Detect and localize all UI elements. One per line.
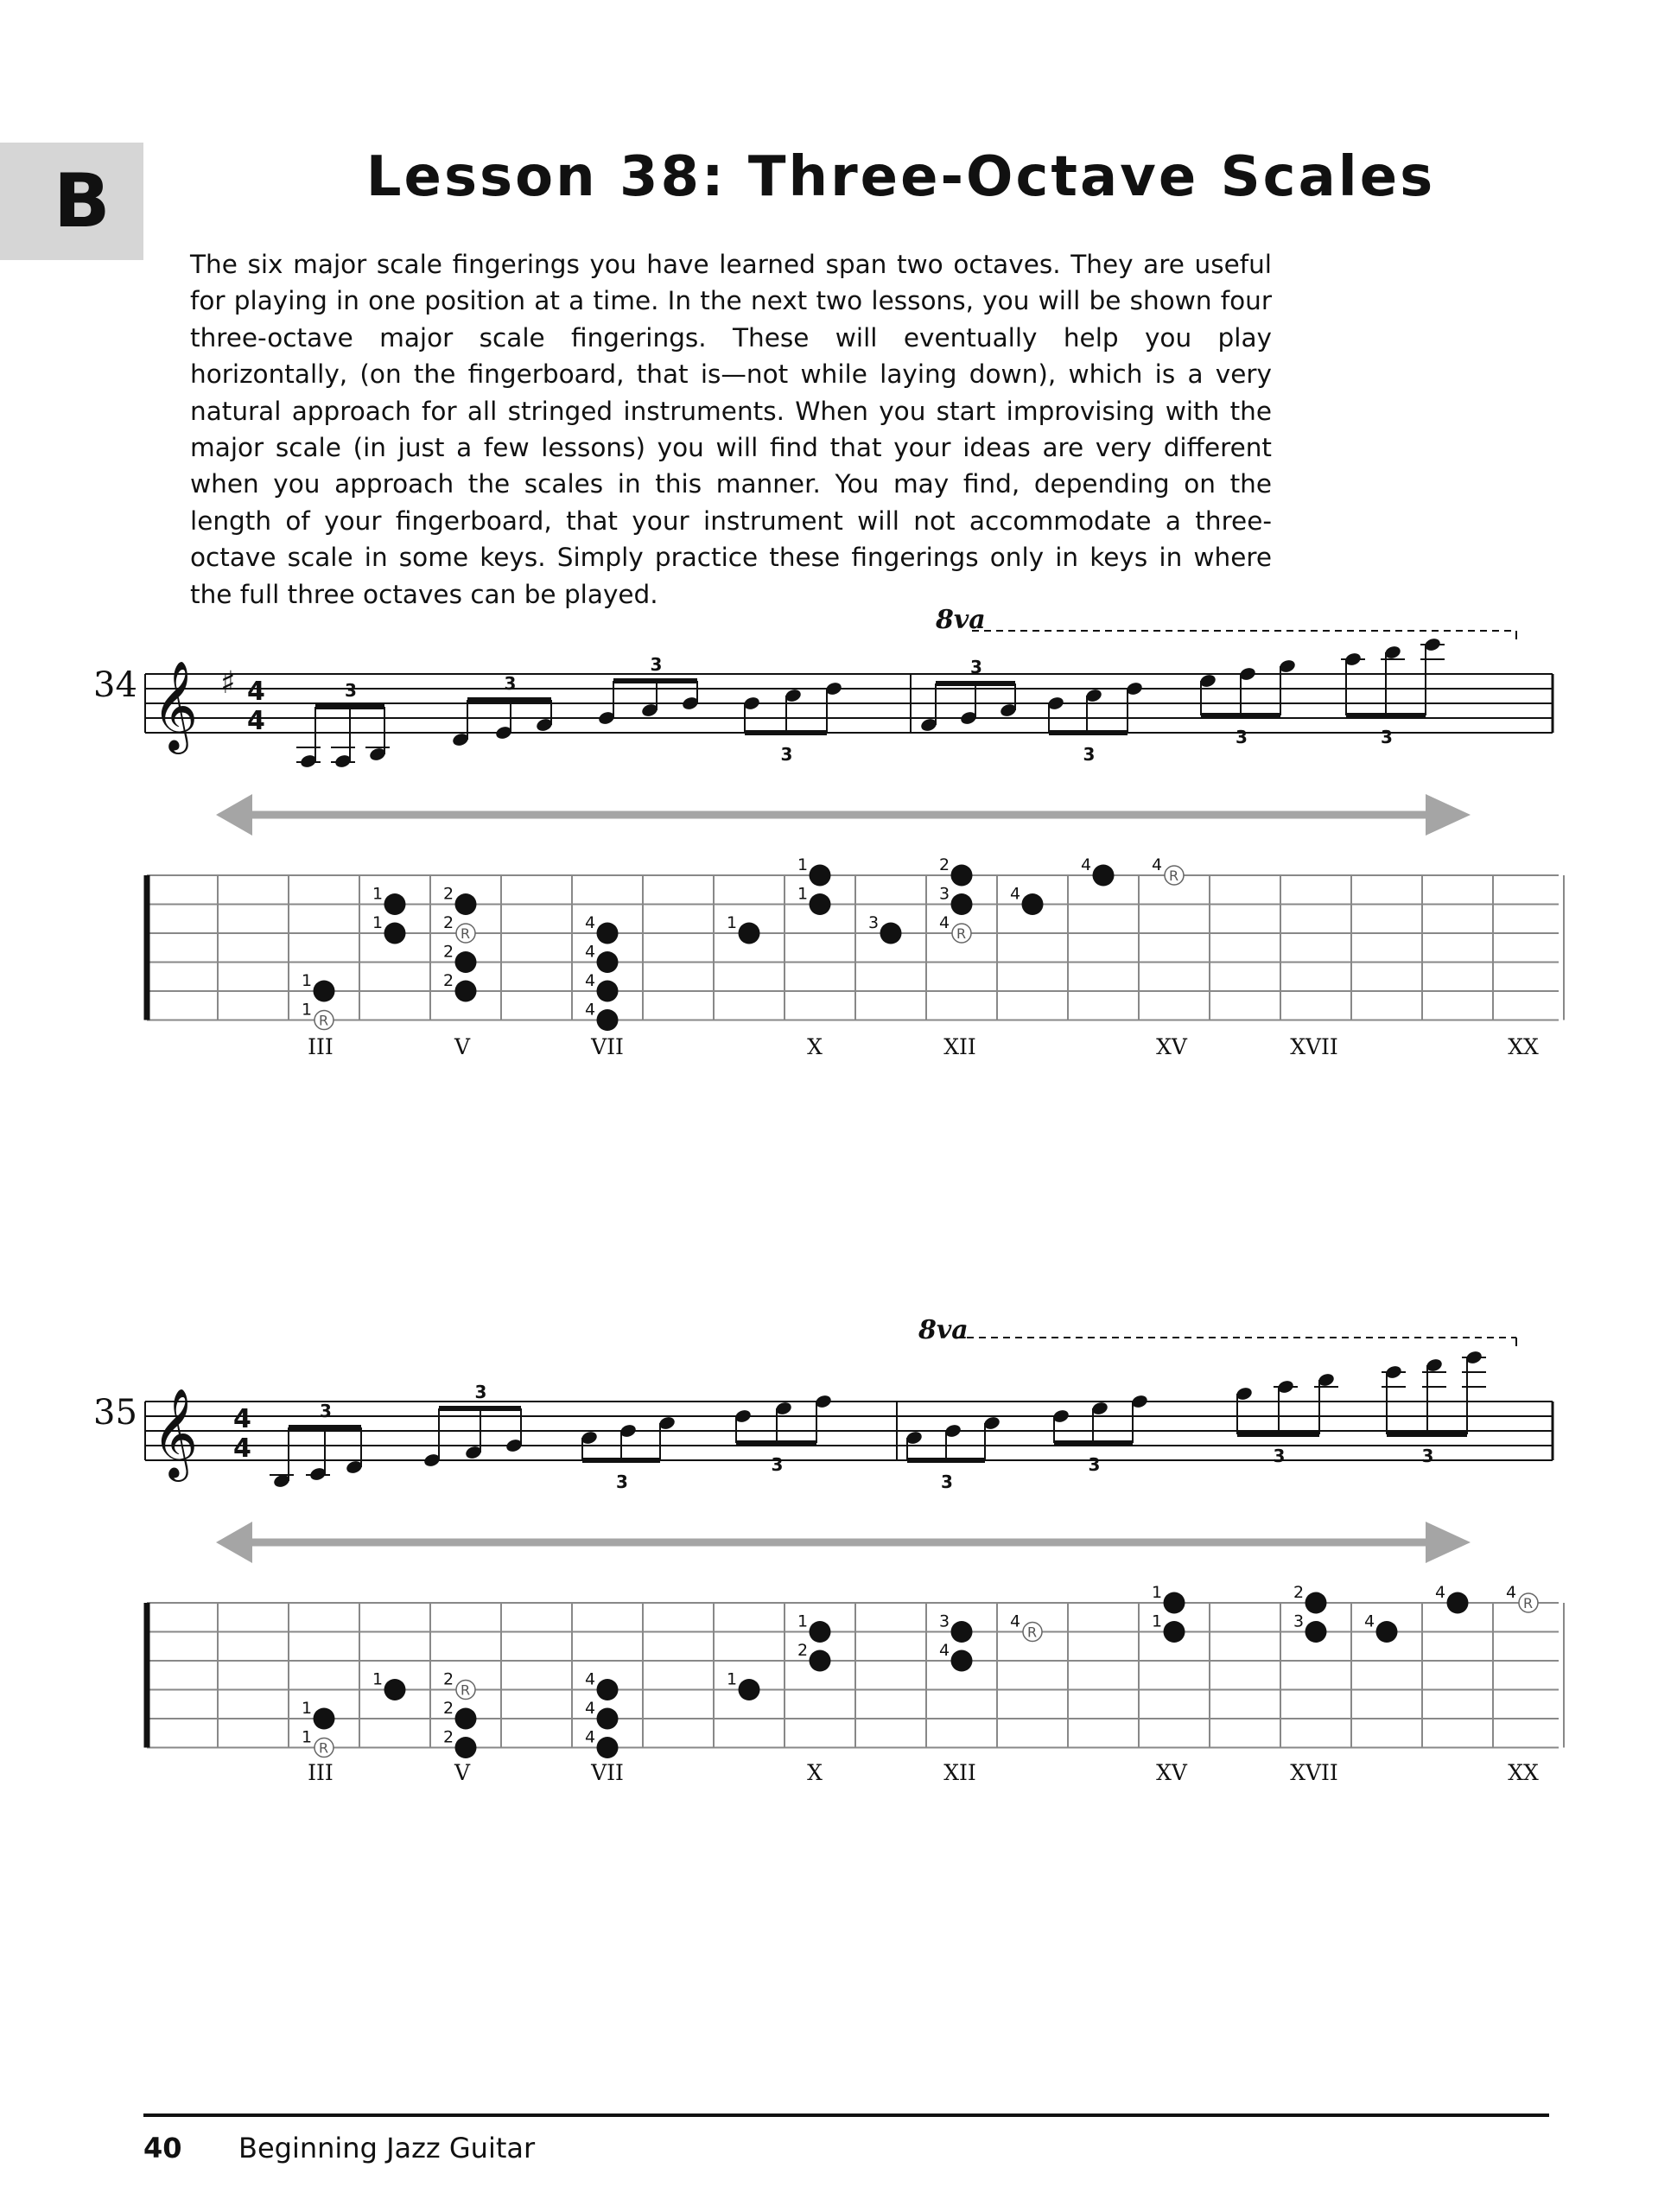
finger-number: 2 — [443, 942, 454, 962]
finger-dot — [1447, 1592, 1469, 1614]
finger-dot — [455, 951, 477, 973]
finger-number: 1 — [727, 1669, 738, 1689]
finger-number: 1 — [1152, 1583, 1163, 1602]
finger-dot — [384, 893, 406, 915]
finger-dot — [880, 923, 902, 944]
arrow-head-right — [1426, 794, 1471, 836]
finger-dot — [455, 893, 477, 915]
finger-number: 3 — [939, 1611, 950, 1631]
time-signature-top: 4 — [247, 677, 265, 707]
finger-number: 1 — [302, 971, 313, 990]
finger-number: 4 — [1081, 855, 1092, 874]
fret-label: V — [454, 1760, 471, 1785]
fretboard-34 — [147, 855, 1564, 1031]
triplet-label: 3 — [1381, 727, 1393, 747]
fret-label: XII — [943, 1034, 976, 1059]
fret-label: VII — [591, 1034, 624, 1059]
finger-dot — [314, 1708, 335, 1730]
example-number-35: 35 — [93, 1393, 137, 1433]
fretboard-35 — [147, 1583, 1564, 1758]
finger-number: 1 — [302, 1699, 313, 1718]
arrow-head-left — [216, 794, 252, 836]
finger-number: 4 — [585, 942, 596, 962]
arrow-head-right — [1426, 1522, 1471, 1563]
finger-dot — [810, 893, 831, 915]
finger-number: 4 — [1010, 884, 1021, 904]
fret-label: V — [454, 1034, 471, 1059]
root-marker-label: R — [319, 1739, 329, 1757]
triplet-label: 3 — [1273, 1446, 1286, 1466]
triplet-label: 3 — [1236, 727, 1248, 747]
root-marker-label: R — [319, 1012, 329, 1029]
finger-dot — [455, 1708, 477, 1730]
page-title: Lesson 38: Three-Octave Scales — [365, 145, 1436, 209]
fret-label: III — [308, 1034, 334, 1059]
root-marker-label: R — [1523, 1595, 1534, 1611]
fret-label: XII — [943, 1760, 976, 1785]
finger-number: 3 — [868, 913, 880, 932]
finger-dot — [597, 1679, 619, 1700]
finger-dot — [810, 1650, 831, 1672]
footer-rule — [143, 2113, 1549, 2117]
finger-dot — [951, 893, 973, 915]
triplet-label: 3 — [616, 1471, 628, 1492]
triplet-label: 3 — [504, 673, 517, 694]
fret-label: XVII — [1290, 1034, 1338, 1059]
finger-number: 1 — [727, 913, 738, 932]
finger-number: 4 — [585, 1669, 596, 1689]
finger-number: 4 — [585, 1727, 596, 1747]
root-marker-label: R — [461, 925, 471, 942]
triplet-label: 3 — [345, 680, 357, 701]
finger-dot — [597, 951, 619, 973]
finger-number: 4 — [585, 1000, 596, 1020]
root-marker-label: R — [461, 1681, 471, 1699]
triplet-label: 3 — [1088, 1454, 1101, 1475]
time-signature-bottom: 4 — [233, 1433, 251, 1464]
finger-dot — [1164, 1592, 1185, 1614]
finger-number: 1 — [372, 913, 384, 932]
root-marker-label: R — [1169, 868, 1179, 884]
finger-dot — [597, 1708, 619, 1730]
root-marker-label: R — [1027, 1624, 1038, 1641]
finger-number: 2 — [443, 1669, 454, 1689]
treble-clef: 𝄞 — [152, 660, 199, 751]
triplet-label: 3 — [474, 1382, 487, 1402]
finger-number: 4 — [1435, 1583, 1446, 1602]
finger-dot — [1376, 1621, 1398, 1643]
finger-number: 4 — [1010, 1611, 1021, 1631]
finger-number: 2 — [443, 884, 454, 904]
triplet-label: 3 — [320, 1401, 332, 1421]
finger-number: 3 — [1293, 1611, 1305, 1631]
finger-number: 4 — [585, 913, 596, 932]
finger-dot — [739, 1679, 760, 1700]
finger-number: 2 — [443, 1699, 454, 1718]
finger-number: 1 — [302, 1727, 313, 1747]
finger-number: 4 — [1152, 855, 1163, 874]
finger-dot — [951, 1650, 973, 1672]
triplet-label: 3 — [650, 654, 663, 675]
finger-dot — [1022, 893, 1044, 915]
triplet-label: 3 — [941, 1471, 953, 1492]
fret-label: XV — [1156, 1760, 1187, 1785]
finger-dot — [1093, 865, 1115, 887]
finger-number: 1 — [1152, 1611, 1163, 1631]
fret-label: X — [807, 1034, 823, 1059]
finger-dot — [951, 1621, 973, 1643]
finger-dot — [384, 923, 406, 944]
book-title: Beginning Jazz Guitar — [238, 2132, 536, 2164]
ottava-marking-34: 8va — [936, 605, 986, 635]
finger-number: 2 — [1293, 1583, 1305, 1602]
root-marker-label: R — [956, 925, 967, 942]
position-shift-arrow-34 — [216, 794, 1471, 836]
fret-label: XVII — [1290, 1760, 1338, 1785]
finger-dot — [597, 923, 619, 944]
staff-35 — [145, 1338, 1553, 1492]
finger-number: 2 — [939, 855, 950, 874]
finger-number: 4 — [585, 1699, 596, 1718]
finger-number: 2 — [797, 1641, 809, 1660]
time-signature-bottom: 4 — [247, 706, 265, 736]
staff-34 — [145, 631, 1553, 769]
example-number-34: 34 — [93, 665, 137, 705]
finger-dot — [739, 923, 760, 944]
finger-number: 1 — [372, 884, 384, 904]
finger-number: 1 — [302, 1000, 313, 1020]
treble-clef: 𝄞 — [152, 1388, 199, 1478]
fret-label: III — [308, 1760, 334, 1785]
fret-label: X — [807, 1760, 823, 1785]
fret-label: XX — [1508, 1034, 1539, 1059]
finger-number: 1 — [797, 884, 809, 904]
finger-number: 4 — [1364, 1611, 1375, 1631]
finger-dot — [455, 1737, 477, 1758]
finger-number: 4 — [939, 913, 950, 932]
arrow-head-left — [216, 1522, 252, 1563]
triplet-label: 3 — [1083, 744, 1096, 765]
finger-number: 1 — [797, 1611, 809, 1631]
finger-number: 4 — [939, 1641, 950, 1660]
position-shift-arrow-35 — [216, 1522, 1471, 1563]
finger-dot — [314, 981, 335, 1002]
triplet-label: 3 — [1421, 1446, 1434, 1466]
finger-dot — [597, 1737, 619, 1758]
key-signature-sharp: ♯ — [220, 665, 236, 701]
section-letter: B — [54, 158, 111, 245]
finger-dot — [810, 865, 831, 887]
ottava-marking-35: 8va — [918, 1315, 969, 1345]
fret-label: XV — [1156, 1034, 1187, 1059]
finger-dot — [1164, 1621, 1185, 1643]
triplet-label: 3 — [780, 744, 793, 765]
finger-number: 2 — [443, 913, 454, 932]
finger-dot — [1305, 1592, 1327, 1614]
intro-paragraph: The six major scale fingerings you have learned span two octaves. They are useful for playing in one position at a time. In the next two lessons, you will be shown four three-octave major scale fingerings. These will eventually help you play horizontally, (on the fingerboard, that is—not while laying down), which is a very natural approach for all stringed instruments. When you start improvising with the major scale (in just a few lessons) you will find that your ideas are very different when you approach the scales in this manner. You may find, depending on the length of your fingerboard, that your instrument will not accommodate a three-octave scale in some keys. Simply practice these fingerings only in keys in where the full three octaves can be played. — [190, 250, 1272, 609]
time-signature-top: 4 — [233, 1404, 251, 1434]
finger-dot — [597, 1009, 619, 1031]
triplet-label: 3 — [970, 657, 982, 677]
finger-dot — [1305, 1621, 1327, 1643]
finger-number: 4 — [585, 971, 596, 990]
finger-number: 3 — [939, 884, 950, 904]
fret-label: XX — [1508, 1760, 1539, 1785]
finger-number: 2 — [443, 1727, 454, 1747]
finger-number: 2 — [443, 971, 454, 990]
finger-number: 4 — [1506, 1583, 1517, 1602]
triplet-label: 3 — [771, 1454, 784, 1475]
finger-dot — [810, 1621, 831, 1643]
finger-dot — [455, 981, 477, 1002]
finger-number: 1 — [372, 1669, 384, 1689]
fret-label: VII — [591, 1760, 624, 1785]
finger-number: 1 — [797, 855, 809, 874]
page-number: 40 — [143, 2132, 182, 2164]
finger-dot — [951, 865, 973, 887]
finger-dot — [384, 1679, 406, 1700]
finger-dot — [597, 981, 619, 1002]
